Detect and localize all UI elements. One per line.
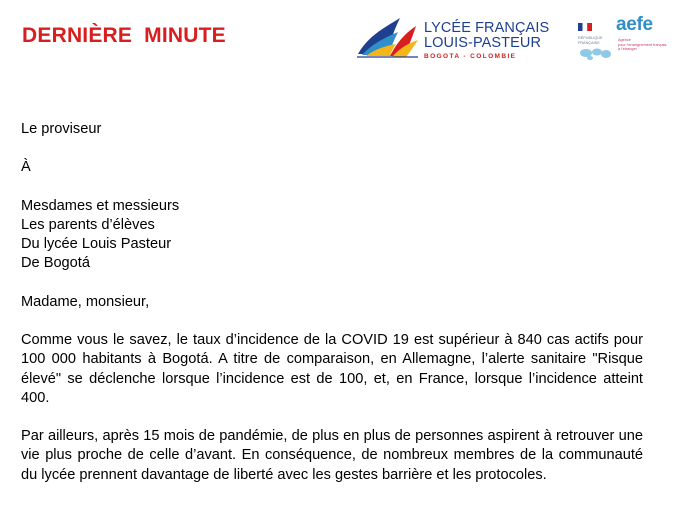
recipient-line: Du lycée Louis Pasteur [21,236,172,253]
recipient-line: De Bogotá [21,255,90,272]
republique-line-2: FRANÇAISE [578,40,600,45]
logo-line-3: BOGOTA - COLOMBIE [424,53,517,60]
aefe-tagline-1: Agence [618,38,631,42]
aefe-logo [578,16,668,56]
letter-body [21,120,643,485]
sender: Le proviseur [21,121,102,137]
addressee-prefix: À [21,159,31,176]
recipient-line: Mesdames et messieurs [21,197,180,214]
paragraph: Comme vous le savez, le taux d’incidence de la COVID 19 est supérieur à 840 cas actifs pour 100 000 habitants à Bogotá. A titre de comparaison, en Allemagne, l’alerte sanitaire "Risque élevé" se déclenche lorsque l’incidence est de 100, et, en France, lorsque l’incidence atteint 400. [21,332,643,406]
marianne-flag-icon [578,23,592,31]
logo-line-2: LOUIS-PASTEUR [424,35,542,51]
aefe-tagline-3: à l'étranger [618,47,637,52]
page-title: DERNIÈRE MINUTE [22,24,226,47]
paragraph: Par ailleurs, après 15 mois de pandémie, de plus en plus de personnes aspirent à retrouver une vie plus proche de celle d’avant. En conséquence, de nombreux membres de la communauté du lycée prennent davantage de liberté avec les gestes barrière et les protocoles. [21,428,643,483]
logo-line-1: LYCÉE FRANÇAIS [424,20,550,36]
salutation: Madame, monsieur, [21,293,150,310]
republique-line-1: RÉPUBLIQUE [578,36,603,40]
recipient-line: Les parents d’élèves [21,216,155,233]
aefe-tagline-2: pour l'enseignement français [618,42,667,47]
world-map-icon [578,47,612,61]
open-book-emblem-icon [354,14,420,60]
aefe-wordmark: aefe [616,14,653,35]
lycee-louis-pasteur-logo [354,14,554,60]
